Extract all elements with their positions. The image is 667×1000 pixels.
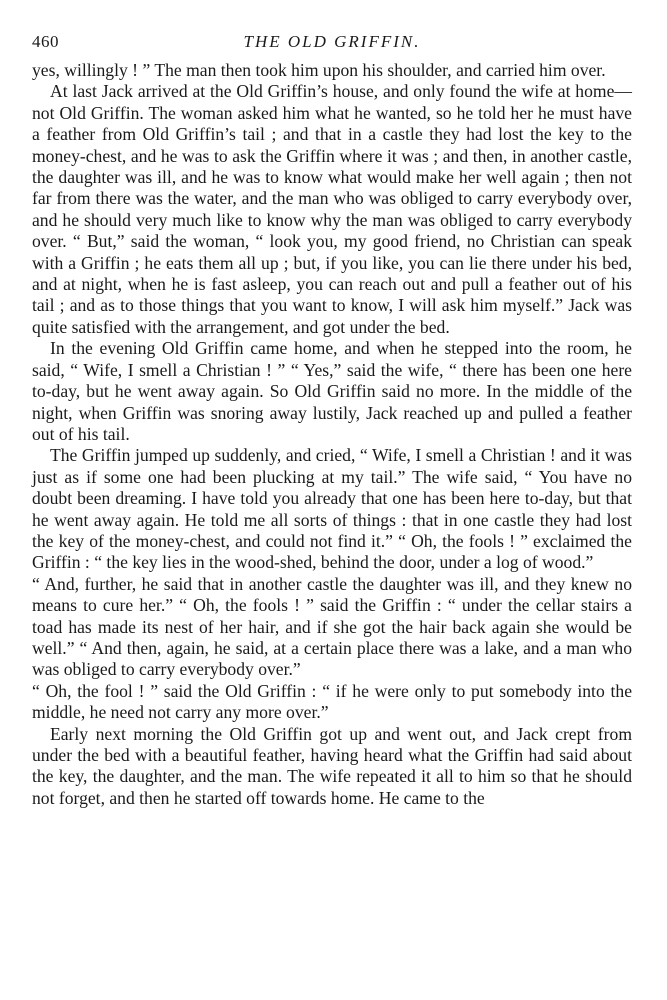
page-header [32,28,632,60]
paragraph-5: “ And, further, he said that in another castle the daughter was ill, and they knew no means to cure her.” “ Oh, the fools ! ” said the Griffin : “ under the cellar stairs a toad has made its nest of her hair, and if she got the hair back again she would be well.” “ And then, again, he said, at a certain place there was a lake, and a man who was obliged to carry everybody over.” [32,573,632,680]
paragraph-4: The Griffin jumped up suddenly, and cried, “ Wife, I smell a Christian ! and it was just as if some one had been plucking at my tail.” The wife said, “ You have no doubt been dreaming. I have told you already that one has been here to-day, but that he went away again. He told me all sorts of things : that in one castle they had lost the key of the money-chest, and could not find it.” “ Oh, the fools ! ” exclaimed the Griffin : “ the key lies in the wood-shed, behind the door, under a log of wood.” [32,445,632,573]
running-title: THE OLD GRIFFIN. [243,32,421,51]
paragraph-2: At last Jack arrived at the Old Griffin’s house, and only found the wife at home—not Old Griffin. The woman asked him what he wanted, so he told her he must have a feather from Old Griffin’s tail ; and that in a castle they had lost the key to the money-chest, and he was to ask the Griffin where it was ; and then, in another castle, the daughter was ill, and he was to know what would make her well again ; then not far from there was the water, and the man who was obliged to carry everybody over, and he should very much like to know why the man was obliged to carry everybody over. “ But,” said the woman, “ look you, my good friend, no Christian can speak with a Griffin ; he eats them all up ; but, if you like, you can lie there under his bed, and at night, when he is fast asleep, you can reach out and pull a feather out of his tail ; and as to those things that you want to know, I will ask him myself.” Jack was quite satisfied with the arrangement, and got under the bed. [32,81,632,337]
page-number: 460 [32,32,59,51]
paragraph-6: “ Oh, the fool ! ” said the Old Griffin : “ if he were only to put somebody into the middle, he need not carry any more over.” [32,680,632,723]
book-page [32,28,632,809]
paragraph-1: yes, willingly ! ” The man then took him upon his shoulder, and carried him over. [32,60,606,80]
paragraph-7: Early next morning the Old Griffin got up and went out, and Jack crept from under the bed with a beautiful feather, having heard what the Griffin had said about the key, the daughter, and the man. The wife repeated it all to him so that he should not forget, and then he started off towards home. He came to the [32,723,632,808]
body-text [32,60,632,809]
paragraph-3: In the evening Old Griffin came home, and when he stepped into the room, he said, “ Wife, I smell a Christian ! ” “ Yes,” said the wife, “ there has been one here to-day, but he went away again. So Old Griffin said no more. In the middle of the night, when Griffin was snoring away lustily, Jack reached up and pulled a feather out of his tail. [32,338,632,444]
